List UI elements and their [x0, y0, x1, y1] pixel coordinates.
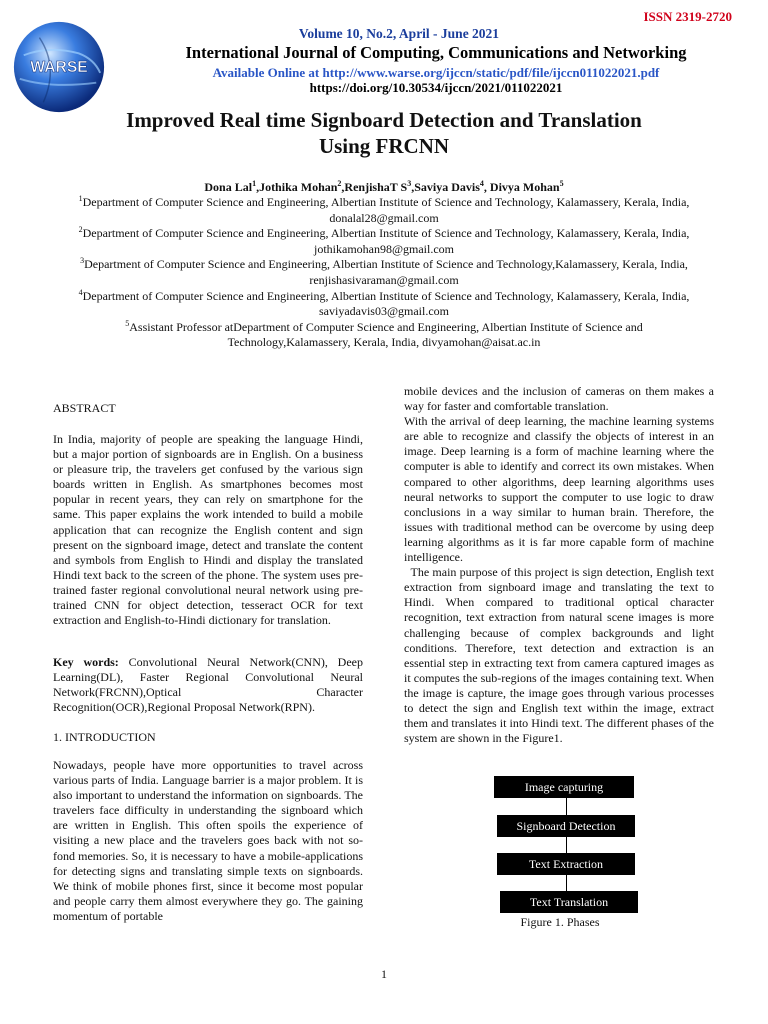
paragraph: mobile devices and the inclusion of cameras on them makes a way for faster and comfortable translation.: [404, 384, 714, 414]
affiliation-item: $^1$Department of Computer Science and Engineering, Albertian Institute of Science and Technology, Kalamassery, Kerala, India, donalal28@gmail.com: [78, 194, 690, 225]
paper-title-line1: Improved Real time Signboard Detection and Translation: [126, 108, 642, 132]
affiliation-item: $^2$Department of Computer Science and Engineering, Albertian Institute of Science and Technology, Kalamassery, Kerala, India, jothikamohan98@gmail.com: [78, 225, 690, 256]
introduction-text: Nowadays, people have more opportunities to travel across various parts of India. Language barrier is a major problem. It is also important to understand the information on signboards. The travelers face difficulty in understanding the signboard which are written in English. This often spoils the experience of visiting a new place and the travelers goes back with not so-fond memories. So, it is necessary to have a mobile-applications for detecting signs and translating simple texts on signboards. We think of mobile phones first, since it become most popular and people carry them almost everywhere they go. The gaining momentum of portable: [53, 758, 363, 923]
flow-step-signboard-detection: Signboard Detection: [497, 815, 635, 837]
author-name: Jothika Mohan: [259, 180, 338, 194]
author-list: Dona Lal$^1$,Jothika Mohan$^2$,RenjishaT $S^3,Saviya$ Davis$^4$, Divya Mohan$^5$: [204, 179, 564, 194]
page-number: 1: [381, 967, 387, 981]
flow-step-text-translation: Text Translation: [500, 891, 638, 913]
right-column-text: [404, 384, 717, 746]
flow-arrow: [566, 837, 567, 853]
keywords-paragraph: [53, 655, 363, 715]
journal-url-link[interactable]: Available Online at http://www.warse.org/ijccn/static/pdf/file/ijccn011022021.pdf: [212, 65, 660, 80]
flow-step-image-capturing: Image capturing: [494, 776, 634, 798]
author-name: RenjishaT S: [344, 180, 408, 194]
figure-caption: Figure 1. Phases: [520, 915, 600, 929]
affiliation-item: $^4$Department of Computer Science and Engineering, Albertian Institute of Science and Technology, Kalamassery, Kerala, India, saviyadavis03@gmail.com: [78, 287, 690, 319]
flow-arrow: [566, 798, 567, 815]
author-name: Dona Lal: [204, 180, 253, 194]
affiliation-list: [70, 195, 698, 351]
author-name: Divya Mohan: [489, 180, 560, 194]
affiliation-item: $^3$Department of Computer Science and Engineering, Albertian Institute of Science and Technology,Kalamassery, Kerala, India, renjishasivaraman@gmail.com: [80, 256, 688, 287]
paragraph: With the arrival of deep learning, the machine learning systems are able to recognize and classify the objects of interest in an image. Deep learning is a form of machine learning where the computer is able to identify and correct its own mistakes. When compared to other algorithms, deep learning algorithms uses neural networks to support the computer to use logic to draw conclusions in a way similar to human brain. Therefore, the issues with traditional method can be overcome by using deep learning algorithms as it is far more capable form of machine intelligence.: [404, 414, 714, 565]
paper-title-line2: Using FRCNN: [318, 134, 450, 158]
flow-arrow: [566, 875, 567, 891]
paper-title: [60, 107, 708, 159]
introduction-heading: 1. INTRODUCTION: [53, 730, 156, 744]
flow-step-text-extraction: Text Extraction: [497, 853, 635, 875]
author-sup: 2: [337, 179, 342, 188]
doi-link[interactable]: https://doi.org/10.30534/ijccn/2021/011022021: [309, 80, 563, 95]
author-sup: 5: [559, 179, 564, 188]
keywords-label: Key words:: [53, 655, 119, 669]
author-name: Saviya Davis: [414, 180, 480, 194]
affiliation-item: $^5$Assistant Professor atDepartment of Computer Science and Engineering, Albertian Institute of Science and Technology,Kalamassery, Kerala, India, divyamohan@aisat.ac.in: [125, 318, 643, 350]
logo-text: WARSE: [30, 58, 88, 76]
paragraph: The main purpose of this project is sign detection, English text extraction from signboard image and translating the text to Hindi. When compared to traditional optical character recognition, text extraction from natural scene images is more challenging because of complex backgrounds and light conditions. Therefore, text detection and extraction is an essential step in extracting text from camera captured images as it computes the sub-regions of the images containing text. When the image is capture, the image goes through various processes to detect the sign and English text within the image, extract them and translates it into Hindi text. The different phases of the system are shown in the Figure1.: [404, 565, 717, 746]
keywords-text: Convolutional Neural Network(CNN), Deep Learning(DL), Faster Regional Convolutional Neural Network(FRCNN),Optical Character Recognition(OCR),Regional Proposal Network(RPN).: [53, 655, 363, 715]
author-sup: 1: [252, 179, 257, 188]
journal-name: International Journal of Computing, Communications and Networking: [185, 43, 687, 62]
abstract-heading: ABSTRACT: [53, 401, 116, 415]
author-sup: 4: [479, 179, 484, 188]
author-sup: 3: [407, 179, 412, 188]
abstract-text: In India, majority of people are speaking the language Hindi, but a major portion of signboards are in English. On a business or pleasure trip, the travelers get confused by the various sign boards written in English. As smartphones becomes most popular in recent years, they can rely on smartphone for the same. This paper explains the work intended to build a mobile application that can recognize the English content and sign present on the signboard image, detect and translate the content and symbols from English to Hindi and display the translated Hindi text back to the screen of the phone. The system uses pre-trained faster regional convolutional neural network using pre-trained CNN for object detection, tesseract OCR for text extraction and English-to-Hindi dictionary for translation.: [53, 432, 363, 628]
issn-label: ISSN 2319-2720: [643, 9, 732, 24]
journal-volume: Volume 10, No.2, April - June 2021: [298, 26, 500, 41]
